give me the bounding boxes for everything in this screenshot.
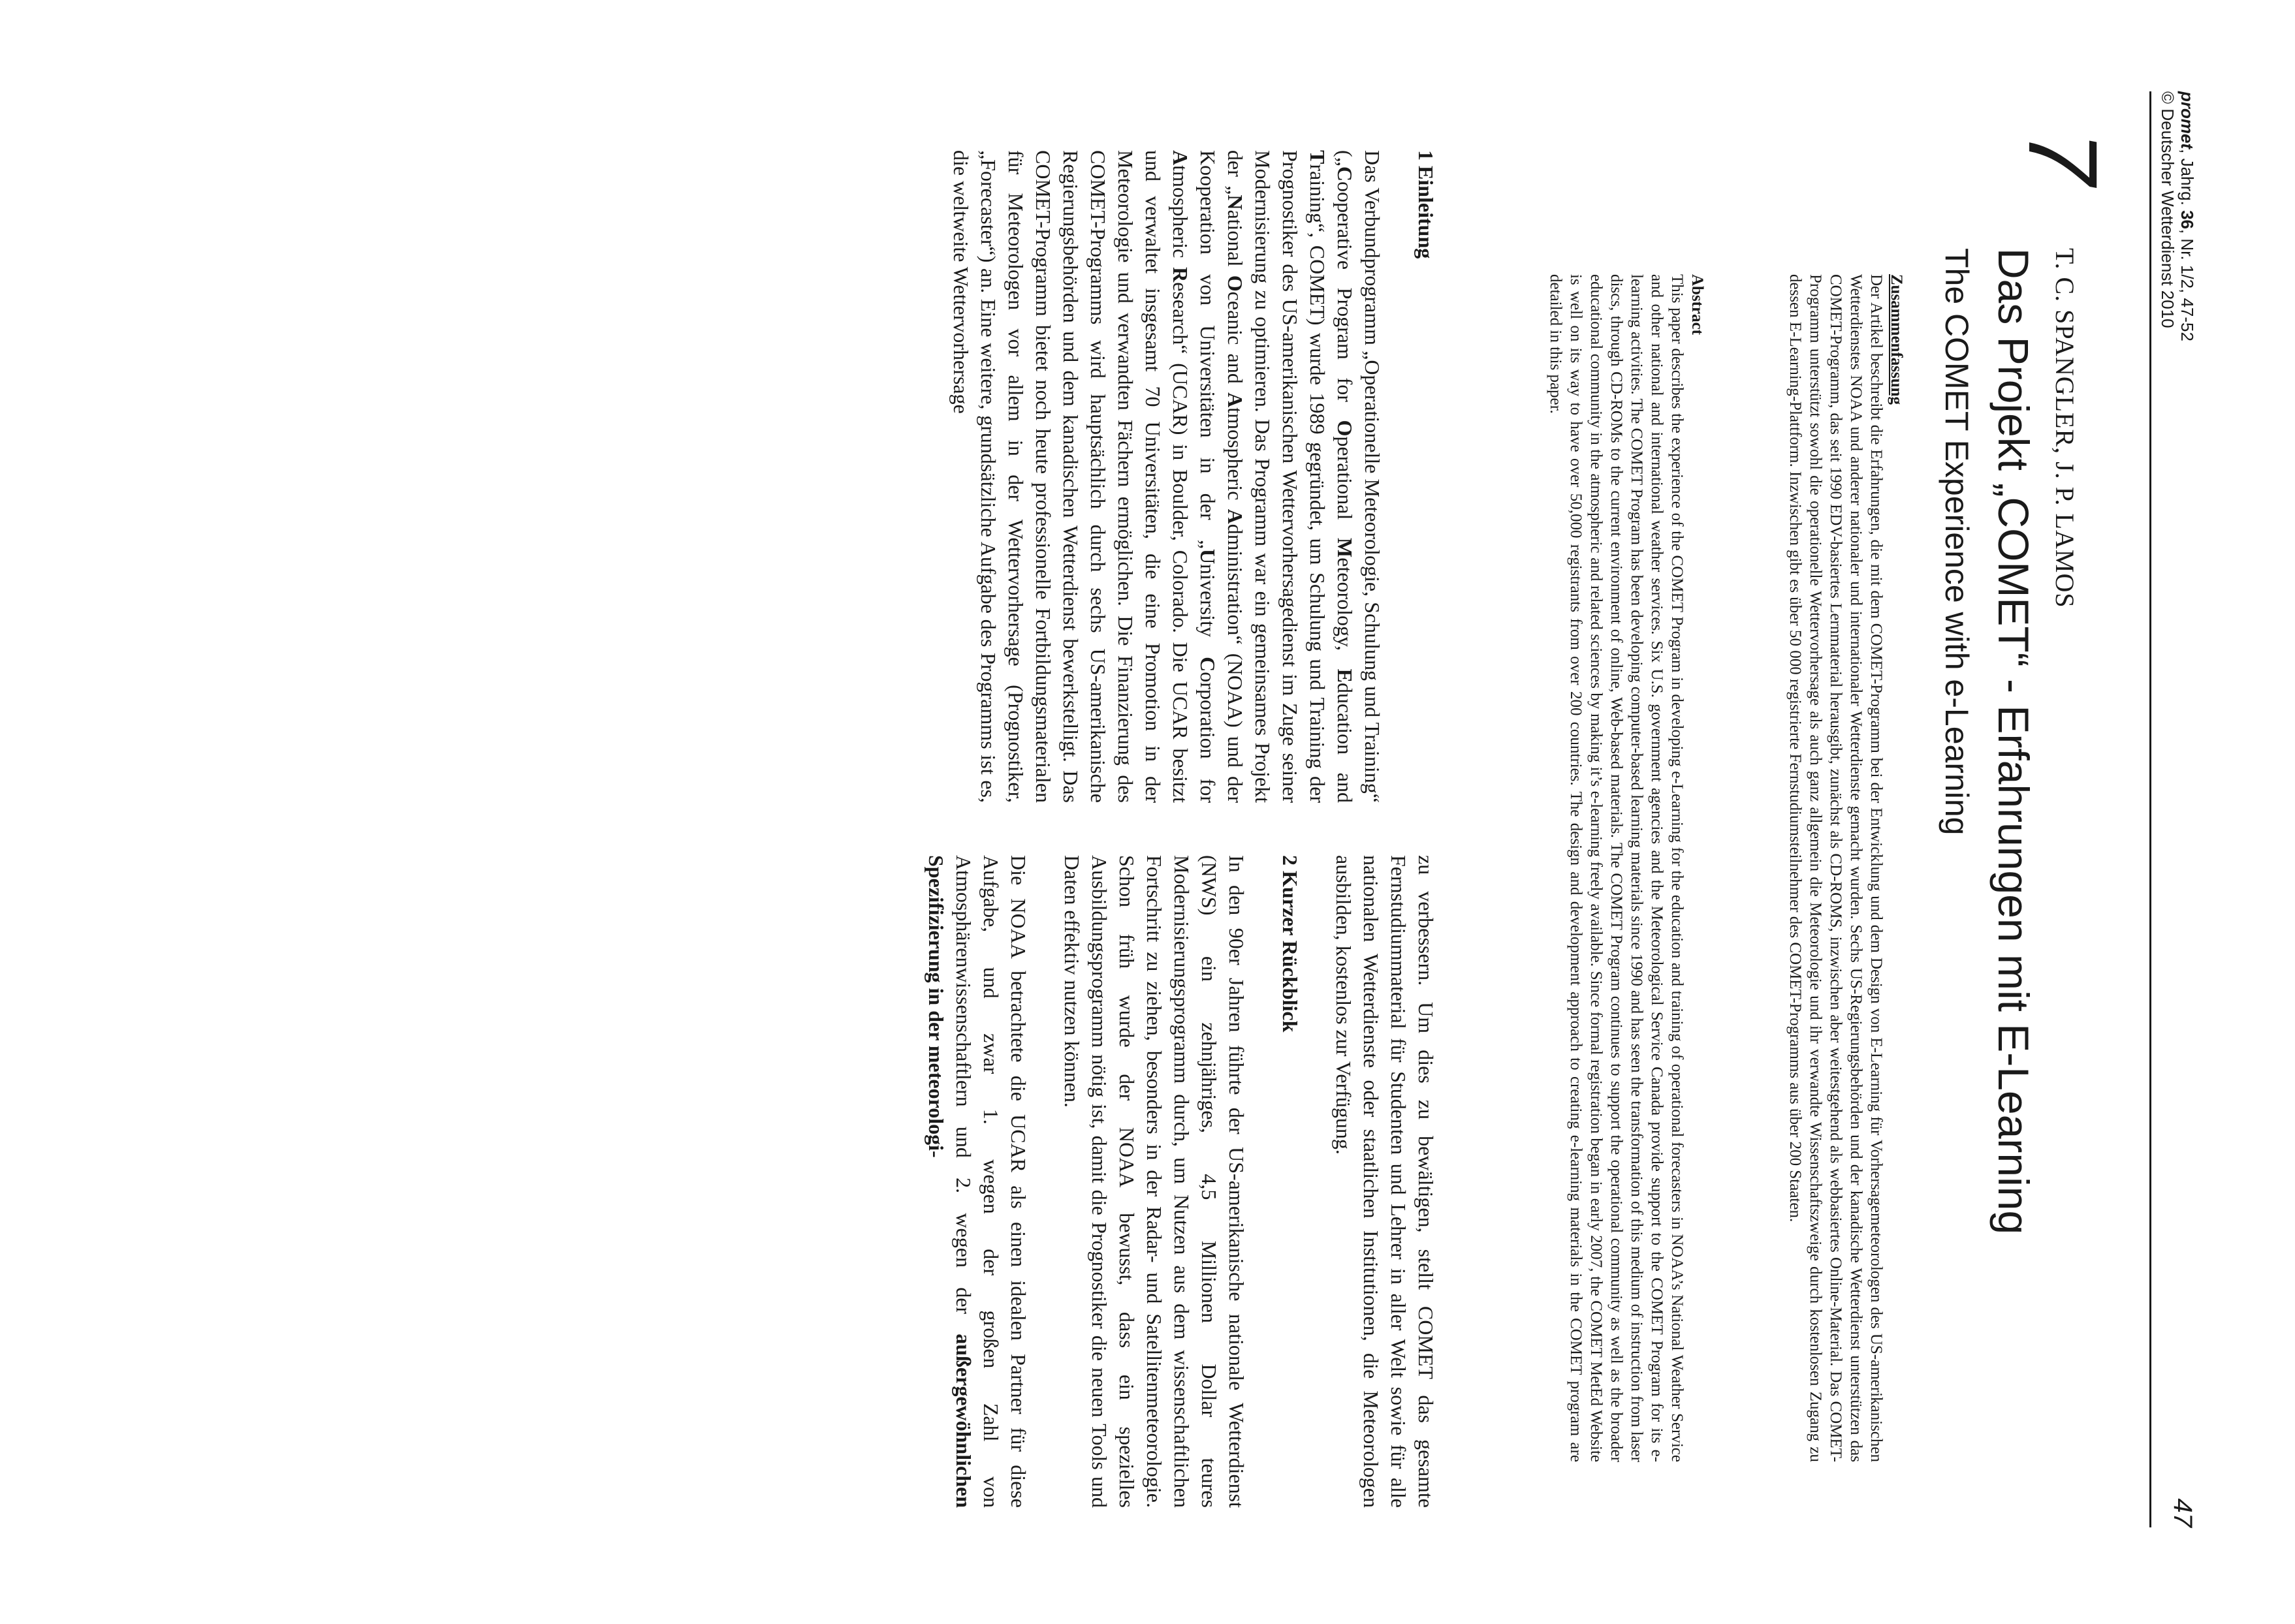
right-column [923,855,1440,1508]
chapter-number: 7 [2008,131,2118,185]
section-1-paragraph-continued: zu verbessern. Um dies zu bewältigen, stellt COMET das gesamte Fernstudiummaterial für Studenten und Lehrer in aller Welt sowie für alle nationalen Wetterdienste oder staatlichen Institutionen, die Meteorologen ausbilden, kostenlos zur Verfügung. [1332,855,1438,1508]
zusammenfassung-block [1785,274,1907,1462]
section-1-paragraph: Das Verbundprogramm „Operationelle Meteorologie, Schulung und Training“ („Cooperative Program for Operational Meteorology, Education and Training“, COMET) wurde 1989 gegründet, um Schulung und Training der Prognostiker des US-amerikanischen Wettervorhersagedienst im Zuge seiner Modernisierung zu optimieren. Das Programm war ein gemeinsames Projekt der „National Oceanic and Atmospheric Administration“ (NOAA) und der Kooperation von Universitäten in der „University Corporation for Atmospheric Research“ (UCAR) in Boulder, Colorado. Die UCAR besitzt und verwaltet insgesamt 70 Universitäten, die eine Promotion in der Meteorologie und verwandten Fächern ermöglichen. Die Finanzierung des COMET-Programms wird hauptsächlich durch sechs US-amerikanische Regierungsbehörden und dem kanadischen Wetterdienst bewerkstelligt. Das COMET-Programm bietet noch heute professionelle Fortbildungsmaterialen für Meteorologen vor allem in der Wettervorhersage (Prognostiker, „Forecaster“) an. Eine weitere, grundsätzliche Aufgabe des Programms ist es, die weltweite Wettervorhersage [949,150,1384,804]
section-1-heading: 1 Einleitung [1414,150,1438,259]
section-2-paragraph-1: In den 90er Jahren führte der US-amerikanische nationale Wetterdienst (NWS) ein zehnjähriges, 4,5 Millionen Dollar teures Modernisierungsprogramm durch, um Nutzen aus dem wissenschaftlichen Fortschritt zu ziehen, besonders in der Radar- und Satellitenmeteorologie. Schon früh wurde der NOAA bewusst, dass ein spezielles Ausbildungsprogramm nötig ist, damit die Prognostiker die neuen Tools und Daten effektiv nutzen können. [1060,855,1248,1508]
copyright-line: © Deutscher Wetterdienst 2010 [2158,91,2177,328]
section-2-paragraph-2: Die NOAA betrachtete die UCAR als einen idealen Partner für diese Aufgabe, und zwar 1. wegen der großen Zahl von Atmosphärenwissenschaftlern und 2. wegen der außergewöhnlichen Spezifizierung in der meteorologi- [925,855,1030,1508]
article-title: Das Projekt „COMET“ - Erfahrungen mit E-Learning [1989,248,2038,1235]
abstract-heading: Abstract [1688,274,1706,336]
authors: T. C. SPANGLER, J. P. LAMOS [2050,248,2080,608]
journal-header [2158,91,2197,548]
header-rule [2149,91,2151,1527]
journal-citation: promet, Jahrg. 36, Nr. 1/2, 47-52 [2177,91,2197,341]
left-column [947,150,1440,803]
zusammenfassung-text: Der Artikel beschreibt die Erfahrungen, die mit dem COMET-Programm bei der Entwicklung und dem Design von E-Learning für Vorhersagemeteorologen des US-amerikanischen Wetterdienstes NOAA und anderer nationaler und internationaler Wetterdienste gemacht wurden. Sechs US-Regierungsbehörden und der kanadische Wetterdienst unterstützen das COMET-Programm, das seit 1990 EDV-basiertes Lernmaterial herausgibt, zunächst als CD-ROMS, inzwischen aber weitestgehend als webbasiertes Online-Material. Das COMET-Programm unterstützt sowohl die operationelle Wettervorhersage als auch ganz allgemein die Meteorologie und ihr verwandte Wissenschaftszweige durch kostenlosen Zugang zu dessen E-Learning-Plattform. Inzwischen gibt es über 50 000 registrierte Fernstudiumsteilnehmer des COMET-Programms aus über 200 Staaten. [1786,274,1885,1462]
abstract-text: This paper describes the experience of the COMET Program in developing e-Learning for the education and training of operational forecasters in NOAA’s National Weather Service and other national and international weather services. Six U.S. government agencies and the Meteorological Service Canada provide support to the COMET Program for its e-learning activities. The COMET Program has been developing computer-based learning materials since 1990 and has seen the transformation of this medium of instruction from laser discs, through CD-ROMs to the current environment of online, Web-based materials. The COMET Program continues to support the operational community as well as the broader educational community in the atmospheric and related sciences by making it’s e-learning freely available. Since formal registration began in early 2007, the COMET MetEd Website is well on its way to have over 50,000 registrants from over 200 countries. The design and development approach to creating e-learning materials in the COMET program are detailed in this paper. [1547,274,1686,1462]
article-subtitle: The COMET Experience with e-Learning [1939,248,1975,835]
abstract-block [1545,274,1707,1462]
zusammenfassung-heading: Zusammenfassung [1888,274,1905,405]
section-2-heading: 2 Kurzer Rückblick [1278,855,1302,1033]
page-number: 47 [2168,1498,2197,1527]
